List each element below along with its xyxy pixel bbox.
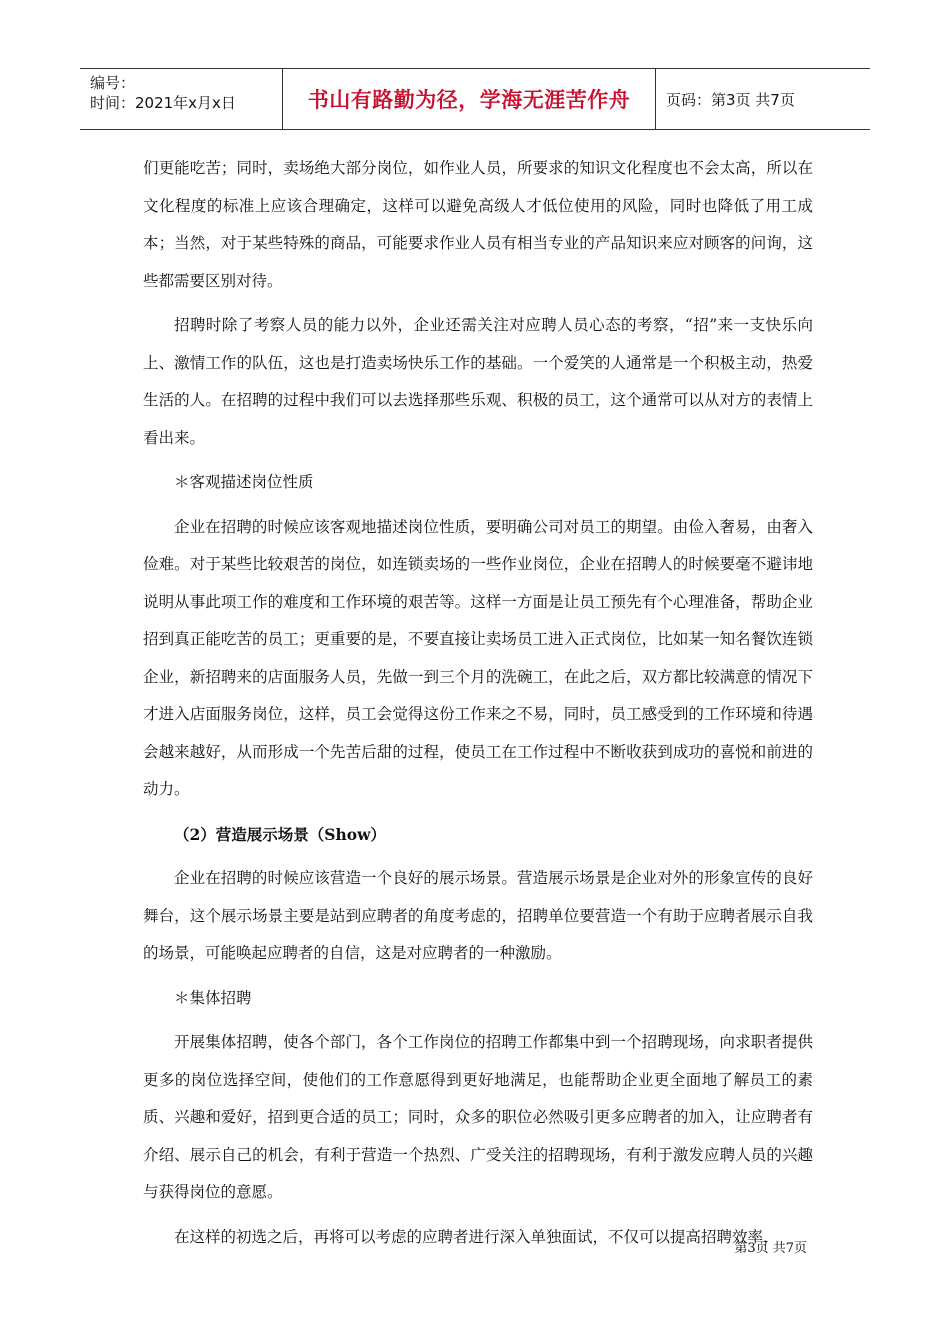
header-page-number: 页码：第3页 共7页	[666, 90, 795, 109]
document-body	[143, 150, 813, 1263]
paragraph: 在这样的初选之后，再将可以考虑的应聘者进行深入单独面试，不仅可以提高招聘效率，	[174, 1227, 779, 1246]
page-header	[80, 68, 870, 130]
section-heading-show: （2）营造展示场景（Show）	[174, 824, 386, 844]
document-number-label: 编号：	[90, 74, 136, 92]
header-motto: 书山有路勤为径，学海无涯苦作舟	[283, 69, 656, 129]
page-footer: 第3页 共7页	[734, 1241, 807, 1256]
subheading-objective-description: ＊客观描述岗位性质	[174, 473, 314, 491]
subheading-group-recruitment: ＊集体招聘	[174, 988, 252, 1007]
paragraph: 企业在招聘的时候应该营造一个良好的展示场景。营造展示场景是企业对外的形象宣传的良好舞台，这个展示场景主要是站到应聘者的角度考虑的，招聘单位要营造一个有助于应聘者展示自我的场景，可能唤起应聘者的自信，这是对应聘者的一种激励。	[143, 869, 813, 962]
header-meta	[80, 69, 283, 129]
paragraph-continuation: 们更能吃苦；同时，卖场绝大部分岗位，如作业人员，所要求的知识文化程度也不会太高，所以在文化程度的标准上应该合理确定，这样可以避免高级人才低位使用的风险，同时也降低了用工成本；当然，对于某些特殊的商品，可能要求作业人员有相当专业的产品知识来应对顾客的问询，这些都需要区别对待。	[143, 159, 813, 290]
document-date-label: 时间：2021年x月x日	[90, 94, 236, 112]
paragraph: 开展集体招聘，使各个部门，各个工作岗位的招聘工作都集中到一个招聘现场，向求职者提供更多的岗位选择空间，使他们的工作意愿得到更好地满足，也能帮助企业更全面地了解员工的素质、兴趣和爱好，招到更合适的员工；同时，众多的职位必然吸引更多应聘者的加入，让应聘者有介绍、展示自己的机会，有利于营造一个热烈、广受关注的招聘现场，有利于激发应聘人员的兴趣与获得岗位的意愿。	[143, 1033, 813, 1201]
paragraph: 企业在招聘的时候应该客观地描述岗位性质，要明确公司对员工的期望。由俭入奢易，由奢入俭难。对于某些比较艰苦的岗位，如连锁卖场的一些作业岗位，企业在招聘人的时候要毫不避讳地说明从事此项工作的难度和工作环境的艰苦等。这样一方面是让员工预先有个心理准备，帮助企业招到真正能吃苦的员工；更重要的是，不要直接让卖场员工进入正式岗位，比如某一知名餐饮连锁企业，新招聘来的店面服务人员，先做一到三个月的洗碗工，在此之后，双方都比较满意的情况下才进入店面服务岗位，这样，员工会觉得这份工作来之不易，同时，员工感受到的工作环境和待遇会越来越好，从而形成一个先苦后甜的过程，使员工在工作过程中不断收获到成功的喜悦和前进的动力。	[143, 517, 813, 798]
paragraph: 招聘时除了考察人员的能力以外，企业还需关注对应聘人员心态的考察，“招”来一支快乐向上、激情工作的队伍，这也是打造卖场快乐工作的基础。一个爱笑的人通常是一个积极主动，热爱生活的人。在招聘的过程中我们可以去选择那些乐观、积极的员工，这个通常可以从对方的表情上看出来。	[143, 316, 813, 447]
